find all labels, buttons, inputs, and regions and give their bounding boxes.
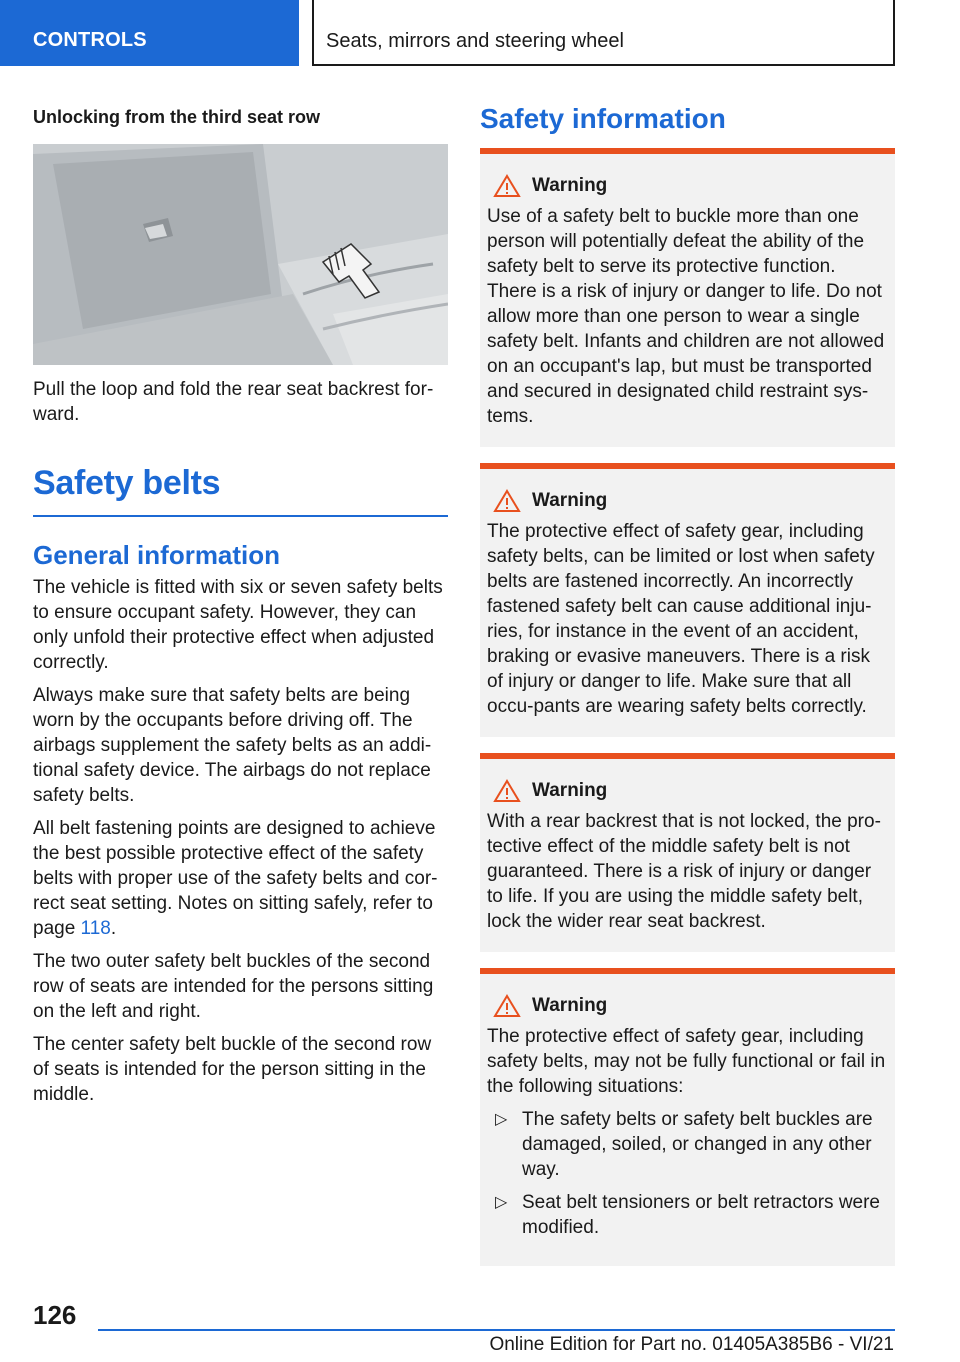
warning-box: [480, 753, 895, 952]
warning-body: Use of a safety belt to buckle more than one person will potentially defeat the ability of the safety belt to serve its protective function. There is a risk of injury or danger to life. Do not allow more than one person to wear a single safety belt. Infants and children are not allowed on an occupant's lap, but must be transported and secured in designated child restraint sys-tems.: [487, 206, 885, 427]
paragraph: The vehicle is fitted with six or seven safety belts to ensure occupant safety. However, they can only unfold their protective effect when adjusted correctly.: [33, 577, 443, 673]
paragraph: Always make sure that safety belts are being worn by the occupants before driving off. The airbags supplement the safety belts as an addi-tional safety device. The airbags do not replace safety belts.: [33, 685, 432, 806]
warning-header: [487, 174, 887, 198]
paragraph-with-link: [33, 816, 448, 941]
paragraph: The center safety belt buckle of the second row of seats is intended for the person sitting in the middle.: [33, 1034, 432, 1105]
edition-note: Online Edition for Part no. 01405A385B6 - VI/21: [489, 1334, 894, 1355]
rear-seat-illustration: [33, 144, 448, 365]
header-divider: [312, 0, 314, 66]
warning-body: The protective effect of safety gear, including safety belts, can be limited or lost when safety belts are fastened incorrectly. An incorrectly fastened safety belt can cause additional inju-ries, for instance in the event of an accident, braking or evasive maneuvers. There is a risk of injury or danger to life. Make sure that all occu-pants are wearing safety belts correctly.: [487, 521, 875, 717]
warning-box: [480, 148, 895, 447]
warning-header: [487, 994, 887, 1018]
warning-title: Warning: [532, 175, 608, 196]
warning-body: The protective effect of safety gear, including safety belts, may not be fully functional or fail in the following situations:: [487, 1026, 886, 1097]
left-column: [33, 104, 448, 1107]
warning-triangle-icon: [493, 174, 521, 198]
warning-title: Warning: [532, 995, 608, 1016]
paragraph: The two outer safety belt buckles of the second row of seats are intended for the persons sitting on the left and right.: [33, 951, 434, 1022]
warning-box: [480, 968, 895, 1266]
page-reference-link[interactable]: 118: [80, 918, 111, 939]
page-number: 126: [33, 1300, 77, 1330]
warning-box: [480, 463, 895, 737]
subsection-heading: General information: [33, 540, 281, 570]
bullet-icon: ▷: [495, 1194, 508, 1211]
section-heading: Safety belts: [33, 461, 448, 517]
warning-triangle-icon: [493, 489, 521, 513]
section-tab: [0, 0, 299, 66]
figure-subheading: Unlocking from the third seat row: [33, 107, 321, 127]
figure-caption: Pull the loop and fold the rear seat backrest for-ward.: [33, 379, 434, 425]
header-border-bottom: [312, 64, 895, 66]
warning-body: With a rear backrest that is not locked, the pro-tective effect of the middle safety belt is not guaranteed. There is a risk of injury or danger to life. If you are using the middle safety belt, lock the wider rear seat backrest.: [487, 811, 881, 932]
header-border-right: [893, 0, 895, 66]
paragraph-text: All belt fastening points are designed to achieve the best possible protective effect of the safety belts with proper use of the safety belts and cor-rect seat setting. Notes on sitting safely, refer to page: [33, 818, 438, 939]
warning-triangle-icon: [493, 779, 521, 803]
list-item-text: The safety belts or safety belt buckles are damaged, soiled, or changed in any other way.: [522, 1109, 873, 1180]
warning-header: [487, 779, 887, 803]
list-item-text: Seat belt tensioners or belt retractors were modified.: [522, 1192, 881, 1238]
right-column: [480, 100, 895, 1266]
footer-rule: [98, 1329, 895, 1331]
warning-title: Warning: [532, 780, 608, 801]
bullet-icon: ▷: [495, 1111, 508, 1128]
list-item: [487, 1190, 887, 1240]
warning-list: [487, 1107, 887, 1240]
section-label: CONTROLS: [33, 29, 147, 51]
warning-header: [487, 489, 887, 513]
warning-triangle-icon: [493, 994, 521, 1018]
warning-title: Warning: [532, 490, 608, 511]
chapter-title: Seats, mirrors and steering wheel: [326, 30, 624, 52]
safety-info-heading: Safety information: [480, 103, 726, 134]
list-item: [487, 1107, 887, 1182]
paragraph-text-end: .: [110, 918, 117, 939]
rear-seat-drawing: [33, 144, 448, 365]
